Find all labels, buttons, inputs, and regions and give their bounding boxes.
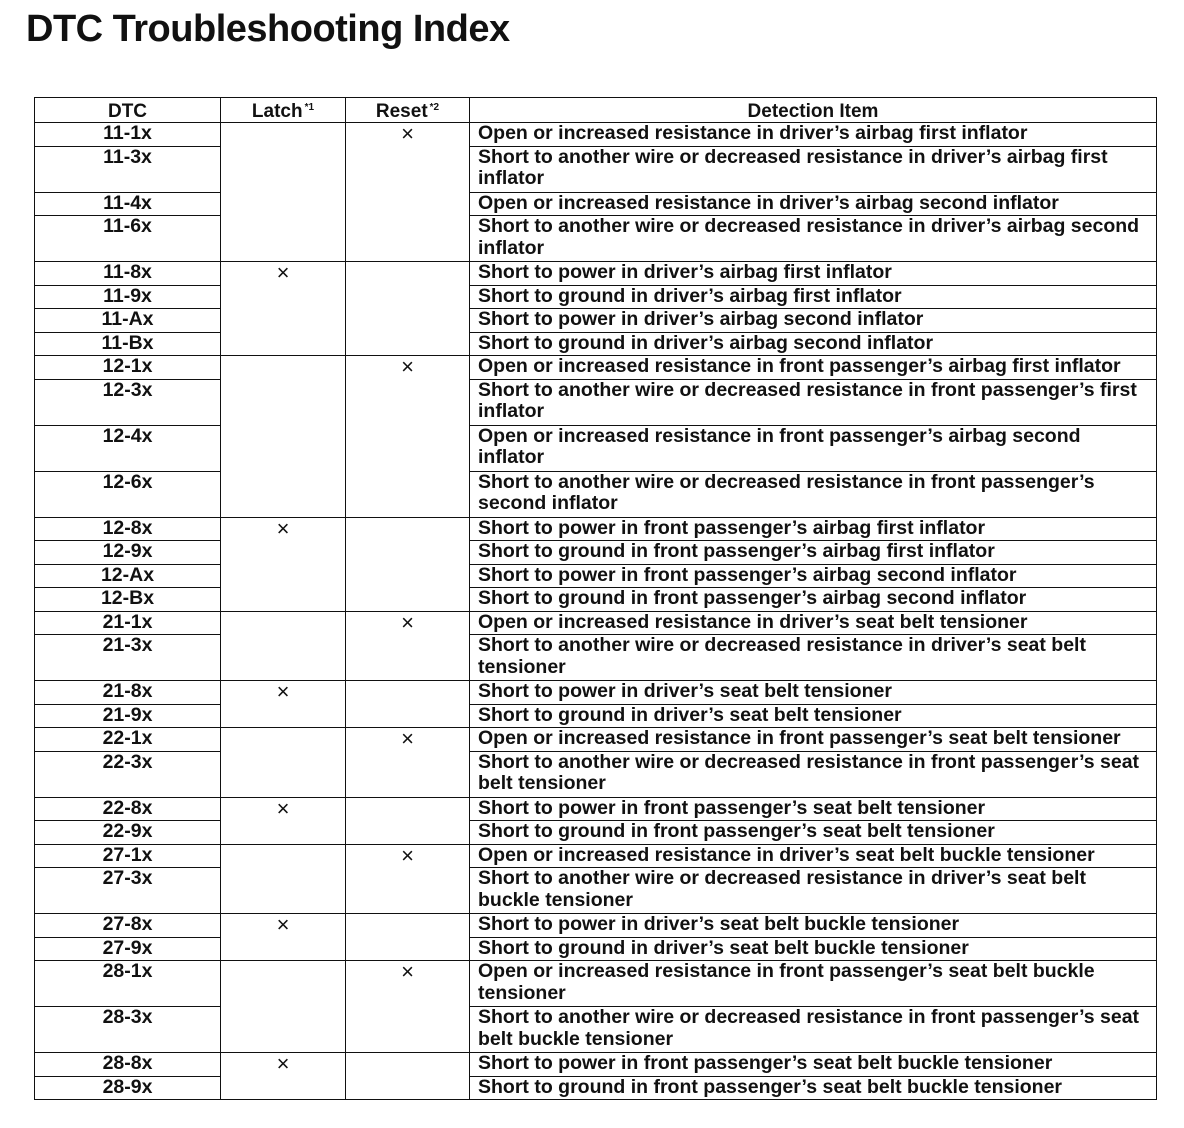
detection-item: Open or increased resistance in driver’s seat belt buckle tensioner xyxy=(470,844,1157,868)
table-row xyxy=(35,564,1157,588)
dtc-code: 27-3x xyxy=(35,868,221,914)
latch-x-mark-icon: × xyxy=(276,912,290,937)
detection-item: Short to ground in front passenger’s seat belt tensioner xyxy=(470,821,1157,845)
table-row xyxy=(35,332,1157,356)
latch-cell xyxy=(221,681,346,728)
reset-x-mark-icon: × xyxy=(401,726,414,751)
detection-item: Short to power in driver’s airbag first inflator xyxy=(470,262,1157,286)
latch-cell xyxy=(221,728,346,798)
table-row xyxy=(35,588,1157,612)
latch-footnote-marker: *1 xyxy=(304,102,315,113)
dtc-code: 12-8x xyxy=(35,517,221,541)
latch-cell xyxy=(221,517,346,611)
header-latch xyxy=(221,98,346,123)
detection-item: Short to another wire or decreased resistance in front passenger’s seat belt buckle tensioner xyxy=(470,1007,1157,1053)
dtc-code: 22-1x xyxy=(35,728,221,752)
dtc-code: 28-3x xyxy=(35,1007,221,1053)
dtc-code: 27-9x xyxy=(35,937,221,961)
table-row xyxy=(35,868,1157,914)
reset-x-mark-icon: × xyxy=(401,842,414,868)
detection-item: Open or increased resistance in front passenger’s airbag second inflator xyxy=(470,425,1157,471)
dtc-code: 12-6x xyxy=(35,471,221,517)
detection-item: Short to power in front passenger’s seat belt buckle tensioner xyxy=(470,1053,1157,1077)
table-header-row xyxy=(35,98,1157,123)
reset-cell xyxy=(346,844,470,914)
dtc-code: 11-Ax xyxy=(35,309,221,333)
reset-cell xyxy=(346,1053,470,1100)
table-row xyxy=(35,681,1157,705)
table-row xyxy=(35,728,1157,752)
header-dtc-label: DTC xyxy=(107,101,148,122)
reset-x-mark-icon: × xyxy=(401,959,414,984)
detection-item: Open or increased resistance in front passenger’s seat belt buckle tensioner xyxy=(470,961,1157,1007)
header-detection-label: Detection Item xyxy=(747,101,879,122)
detection-item: Short to power in driver’s seat belt tensioner xyxy=(470,681,1157,705)
latch-cell xyxy=(221,961,346,1053)
dtc-code: 12-1x xyxy=(35,356,221,380)
reset-x-mark-icon: × xyxy=(401,609,414,635)
detection-item: Short to another wire or decreased resistance in front passenger’s seat belt tensioner xyxy=(470,751,1157,797)
detection-item: Short to power in front passenger’s seat belt tensioner xyxy=(470,797,1157,821)
latch-cell xyxy=(221,844,346,914)
dtc-code: 12-Bx xyxy=(35,588,221,612)
table-row xyxy=(35,961,1157,1007)
detection-item: Short to another wire or decreased resistance in driver’s airbag first inflator xyxy=(470,146,1157,192)
table-row xyxy=(35,844,1157,868)
latch-x-mark-icon: × xyxy=(276,1051,290,1076)
dtc-code: 21-8x xyxy=(35,681,221,705)
reset-cell xyxy=(346,262,470,356)
detection-item: Short to another wire or decreased resistance in front passenger’s second inflator xyxy=(470,471,1157,517)
table-row xyxy=(35,379,1157,425)
table-row xyxy=(35,123,1157,147)
reset-cell xyxy=(346,356,470,518)
latch-cell xyxy=(221,797,346,844)
table-row xyxy=(35,704,1157,728)
header-detection-item xyxy=(470,98,1157,123)
detection-item: Short to ground in driver’s airbag second inflator xyxy=(470,332,1157,356)
table-row xyxy=(35,517,1157,541)
dtc-code: 11-1x xyxy=(35,123,221,147)
table-row xyxy=(35,471,1157,517)
detection-item: Short to power in front passenger’s airbag second inflator xyxy=(470,564,1157,588)
reset-cell xyxy=(346,797,470,844)
table-row xyxy=(35,914,1157,938)
table-row xyxy=(35,541,1157,565)
detection-item: Open or increased resistance in front passenger’s seat belt tensioner xyxy=(470,728,1157,752)
reset-cell xyxy=(346,728,470,798)
dtc-code: 11-9x xyxy=(35,285,221,309)
dtc-code: 11-8x xyxy=(35,262,221,286)
dtc-code: 22-8x xyxy=(35,797,221,821)
dtc-code: 11-4x xyxy=(35,192,221,216)
table-row xyxy=(35,146,1157,192)
detection-item: Open or increased resistance in front passenger’s airbag first inflator xyxy=(470,356,1157,380)
dtc-code: 27-8x xyxy=(35,914,221,938)
detection-item: Short to ground in front passenger’s airbag first inflator xyxy=(470,541,1157,565)
table-row xyxy=(35,821,1157,845)
detection-item: Short to power in driver’s airbag second inflator xyxy=(470,309,1157,333)
table-row xyxy=(35,1007,1157,1053)
header-reset-label: Reset xyxy=(375,101,428,122)
dtc-code: 22-9x xyxy=(35,821,221,845)
header-latch-label: Latch xyxy=(251,101,303,122)
reset-x-mark-icon: × xyxy=(401,354,414,379)
latch-cell xyxy=(221,611,346,681)
table-row xyxy=(35,1053,1157,1077)
detection-item: Short to another wire or decreased resistance in driver’s seat belt buckle tensioner xyxy=(470,868,1157,914)
latch-x-mark-icon: × xyxy=(276,795,290,821)
page-title: DTC Troubleshooting Index xyxy=(26,8,510,50)
detection-item: Open or increased resistance in driver’s airbag first inflator xyxy=(470,123,1157,147)
dtc-code: 11-6x xyxy=(35,216,221,262)
dtc-code: 21-3x xyxy=(35,635,221,681)
table-row xyxy=(35,262,1157,286)
reset-footnote-marker: *2 xyxy=(429,102,440,113)
detection-item: Short to ground in front passenger’s airbag second inflator xyxy=(470,588,1157,612)
dtc-code: 28-1x xyxy=(35,961,221,1007)
detection-item: Short to power in front passenger’s airbag first inflator xyxy=(470,517,1157,541)
table-row xyxy=(35,192,1157,216)
latch-cell xyxy=(221,1053,346,1100)
table-row xyxy=(35,937,1157,961)
dtc-code: 28-8x xyxy=(35,1053,221,1077)
reset-cell xyxy=(346,681,470,728)
dtc-code: 21-1x xyxy=(35,611,221,635)
table-row xyxy=(35,635,1157,681)
detection-item: Short to ground in front passenger’s seat belt buckle tensioner xyxy=(470,1076,1157,1100)
reset-cell xyxy=(346,914,470,961)
detection-item: Short to ground in driver’s seat belt tensioner xyxy=(470,704,1157,728)
table-row xyxy=(35,611,1157,635)
detection-item: Short to another wire or decreased resistance in front passenger’s first inflator xyxy=(470,379,1157,425)
dtc-code: 12-3x xyxy=(35,379,221,425)
table-row xyxy=(35,309,1157,333)
latch-cell xyxy=(221,262,346,356)
table-row xyxy=(35,797,1157,821)
dtc-code: 28-9x xyxy=(35,1076,221,1100)
header-reset xyxy=(346,98,470,123)
detection-item: Short to power in driver’s seat belt buckle tensioner xyxy=(470,914,1157,938)
latch-x-mark-icon: × xyxy=(276,260,290,285)
dtc-code: 12-4x xyxy=(35,425,221,471)
table-row xyxy=(35,751,1157,797)
table-row xyxy=(35,285,1157,309)
detection-item: Short to ground in driver’s airbag first inflator xyxy=(470,285,1157,309)
dtc-code: 12-9x xyxy=(35,541,221,565)
latch-cell xyxy=(221,356,346,518)
dtc-code: 11-Bx xyxy=(35,332,221,356)
dtc-index-table xyxy=(34,97,1157,1100)
detection-item: Short to ground in driver’s seat belt buckle tensioner xyxy=(470,937,1157,961)
latch-x-mark-icon: × xyxy=(276,515,290,541)
reset-x-mark-icon: × xyxy=(401,121,414,146)
dtc-code: 27-1x xyxy=(35,844,221,868)
reset-cell xyxy=(346,961,470,1053)
dtc-code: 11-3x xyxy=(35,146,221,192)
latch-cell xyxy=(221,914,346,961)
reset-cell xyxy=(346,517,470,611)
table-row xyxy=(35,1076,1157,1100)
latch-x-mark-icon: × xyxy=(276,679,290,704)
reset-cell xyxy=(346,123,470,262)
table-row xyxy=(35,216,1157,262)
table-row xyxy=(35,425,1157,471)
table-row xyxy=(35,356,1157,380)
detection-item: Short to another wire or decreased resistance in driver’s seat belt tensioner xyxy=(470,635,1157,681)
dtc-code: 12-Ax xyxy=(35,564,221,588)
dtc-code: 21-9x xyxy=(35,704,221,728)
detection-item: Short to another wire or decreased resistance in driver’s airbag second inflator xyxy=(470,216,1157,262)
dtc-code: 22-3x xyxy=(35,751,221,797)
latch-cell xyxy=(221,123,346,262)
detection-item: Open or increased resistance in driver’s seat belt tensioner xyxy=(470,611,1157,635)
header-dtc xyxy=(35,98,221,123)
reset-cell xyxy=(346,611,470,681)
detection-item: Open or increased resistance in driver’s airbag second inflator xyxy=(470,192,1157,216)
